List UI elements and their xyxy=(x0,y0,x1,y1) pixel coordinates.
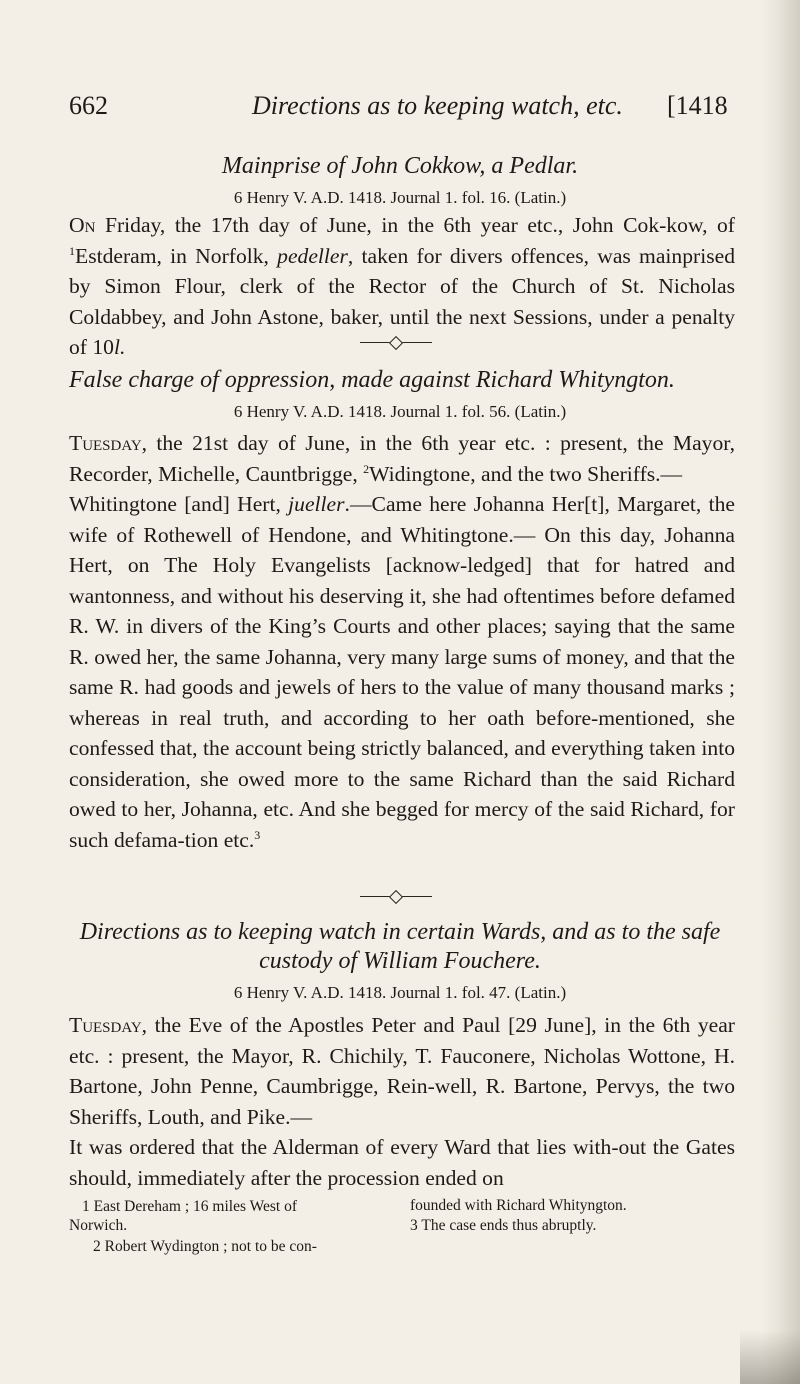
page-number: 662 xyxy=(69,91,108,120)
footnote-2: 2 Robert Wydington ; not to be con- xyxy=(93,1238,317,1255)
entry2-citation: 6 Henry V. A.D. 1418. Journal 1. fol. 56. (Latin.) xyxy=(233,402,567,421)
footnote-2-continued: founded with Richard Whityngton. xyxy=(410,1197,627,1214)
footnote-3: 3 The case ends thus abruptly. xyxy=(410,1217,597,1234)
footnote-mark-2: 2 xyxy=(363,461,370,476)
footnote-1: 1 East Dereham ; 16 miles West of xyxy=(82,1198,297,1215)
entry1-body: On Friday, the 17th day of June, in the 6th year etc., John Cok-kow, of $^1$Estderam, in Norfolk, pedeller, taken for divers offences, was mainprised by Simon Flour, clerk of the Rector of the Church of St. Nicholas Coldabbey, and John Astone, baker, until the next Sessions, under a penalty of 10l. xyxy=(69,213,735,359)
running-title: Directions as to keeping watch, etc. xyxy=(252,91,623,120)
section-divider xyxy=(360,891,432,903)
running-year: [1418 xyxy=(667,91,728,120)
footnote-1-continued: Norwich. xyxy=(69,1217,128,1234)
entry3-heading-line1: Directions as to keeping watch in certain Wards, and as to the safe xyxy=(79,919,721,945)
entry3-body: Tuesday, the Eve of the Apostles Peter and Paul [29 June], in the 6th year etc. : present, the Mayor, R. Chichily, T. Fauconere, Nicholas Wottone, H. Bartone, John Penne, Caumbrigge, Rein-well, R. Bartone, Pervys, the two Sheriffs, Louth, and Pike.— It was ordered that the Alderman of every Ward that lies with-out the Gates should, immediately after the procession ended on xyxy=(69,1013,735,1190)
entry2-heading: False charge of oppression, made against Richard Whityngton. xyxy=(69,367,675,393)
footnote-mark-3: 3 xyxy=(254,827,261,842)
footnote-mark-1: 1 xyxy=(69,243,75,258)
entry3-citation: 6 Henry V. A.D. 1418. Journal 1. fol. 47. (Latin.) xyxy=(233,983,567,1002)
entry2-body: Tuesday, the 21st day of June, in the 6th year etc. : present, the Mayor, Recorder, Michelle, Cauntbrigge, $^2$Widingtone, and the two Sheriffs.— Whitingtone [and] Hert, jueller.—Came here Johanna Her[t], Margaret, the wife of Rothewell of Hendone, and Whitingtone.— On this day, Johanna Hert, on The Holy Evangelists [acknow-ledged] that for hatred and wantonness, and without his deserving it, she had oftentimes before defamed R. W. in divers of the King’s Courts and other places; saying that the same R. owed her, the same Johanna, very many large sums of money, and that the same R. had goods and jewels of hers to the value of many thousand marks ; whereas in real truth, and according to her oath before-mentioned, she confessed that, the account being strictly balanced, and everything taken into consideration, she owed more to the same Richard than the said Richard owed to her, Johanna, etc. And she begged for mercy of the said Richard, for such defama-tion etc.$^3$ xyxy=(69,431,735,852)
entry1-citation: 6 Henry V. A.D. 1418. Journal 1. fol. 16. (Latin.) xyxy=(233,188,567,207)
section-divider xyxy=(360,337,432,349)
entry3-heading-line2: custody of William Fouchere. xyxy=(259,948,541,974)
entry1-heading: Mainprise of John Cokkow, a Pedlar. xyxy=(221,153,579,179)
